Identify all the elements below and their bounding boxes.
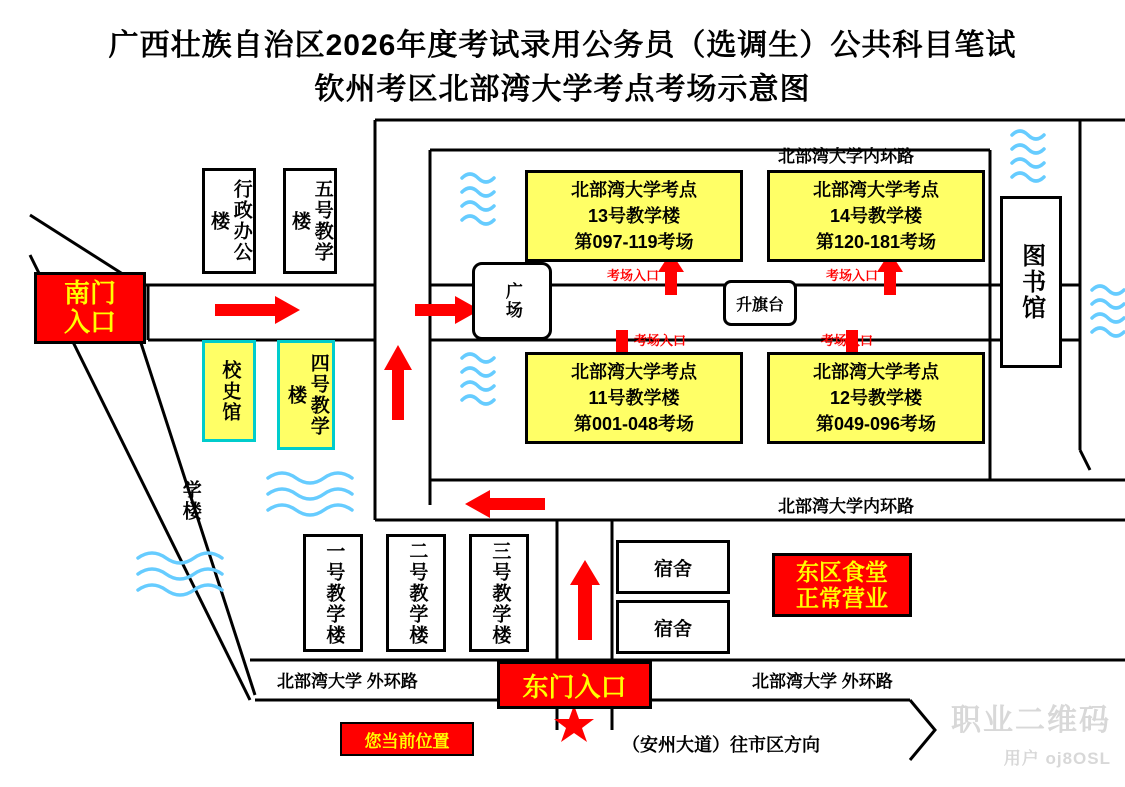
road-label-inner-bottom: 北部湾大学内环路	[778, 497, 914, 516]
exam-building-11-rooms: 第001-048考场	[573, 414, 695, 435]
building-teach3-label: 三号教学楼	[489, 540, 511, 646]
exam-building-12-rooms: 第049-096考场	[815, 414, 937, 435]
page-title-line2: 钦州考区北部湾大学考点考场示意图	[314, 73, 811, 106]
building-teach5	[283, 168, 337, 274]
exam-building-11-name: 北部湾大学考点	[571, 361, 697, 382]
east-canteen-line1: 东区食堂	[796, 558, 888, 585]
building-library	[1000, 196, 1062, 368]
building-dorm1: 宿舍	[616, 540, 730, 594]
plaza	[472, 262, 552, 340]
building-teach1	[303, 534, 363, 652]
plaza-label: 广场	[502, 282, 522, 320]
watermark-line2: 用户 oj8OSL	[1003, 749, 1111, 768]
flag-stand: 升旗台	[723, 280, 797, 326]
building-teach4-label: 四号教学楼	[285, 353, 329, 437]
exam-building-12-name: 北部湾大学考点	[813, 361, 939, 382]
building-history	[202, 340, 256, 442]
exam-building-13-building: 13号教学楼	[587, 205, 681, 226]
building-admin	[202, 168, 256, 274]
partial-building-label: 学楼	[179, 480, 201, 522]
building-admin-label: 行政办公楼	[208, 179, 252, 263]
exam-building-13-name: 北部湾大学考点	[571, 179, 697, 200]
exam-building-11	[525, 352, 743, 444]
exam-building-14	[767, 170, 985, 262]
east-canteen-badge	[772, 553, 912, 617]
road-label-outer-left: 北部湾大学 外环路	[277, 672, 418, 691]
road-label-avenue: （安州大道）往市区方向	[622, 735, 820, 755]
building-dorm2: 宿舍	[616, 600, 730, 654]
building-teach2	[386, 534, 446, 652]
road-label-inner-top: 北部湾大学内环路	[778, 147, 914, 166]
exam-building-12-building: 12号教学楼	[829, 387, 923, 408]
you-are-here-badge: 您当前位置	[340, 722, 474, 756]
gate-east[interactable]: 东门入口	[497, 661, 652, 709]
exam-building-13	[525, 170, 743, 262]
east-canteen-line2: 正常营业	[796, 585, 888, 611]
exam-entrance-label-14: 考场入口	[826, 268, 879, 283]
exam-entrance-label-11: 考场入口	[634, 333, 687, 348]
gate-south-line1: 南门	[63, 277, 116, 308]
watermark-line1: 职业二维码	[951, 704, 1111, 737]
exam-building-14-rooms: 第120-181考场	[815, 232, 937, 253]
building-teach1-label: 一号教学楼	[323, 540, 345, 646]
exam-building-13-rooms: 第097-119考场	[574, 232, 694, 253]
road-label-outer-right: 北部湾大学 外环路	[752, 672, 893, 691]
building-library-label: 图书馆	[1017, 243, 1045, 321]
building-teach4	[277, 340, 335, 450]
building-teach3	[469, 534, 529, 652]
exam-entrance-label-13: 考场入口	[607, 268, 660, 283]
exam-building-14-name: 北部湾大学考点	[813, 179, 939, 200]
building-teach5-label: 五号教学楼	[289, 179, 333, 263]
gate-south[interactable]	[34, 272, 146, 344]
exam-building-11-building: 11号教学楼	[588, 387, 680, 408]
exam-building-14-building: 14号教学楼	[829, 205, 923, 226]
building-teach2-label: 二号教学楼	[406, 540, 428, 646]
exam-building-12	[767, 352, 985, 444]
building-history-label: 校史馆	[219, 359, 241, 423]
gate-south-line2: 入口	[63, 307, 116, 337]
page-title-line1: 广西壮族自治区2026年度考试录用公务员（选调生）公共科目笔试	[108, 29, 1017, 62]
exam-entrance-label-12: 考场入口	[821, 333, 874, 348]
